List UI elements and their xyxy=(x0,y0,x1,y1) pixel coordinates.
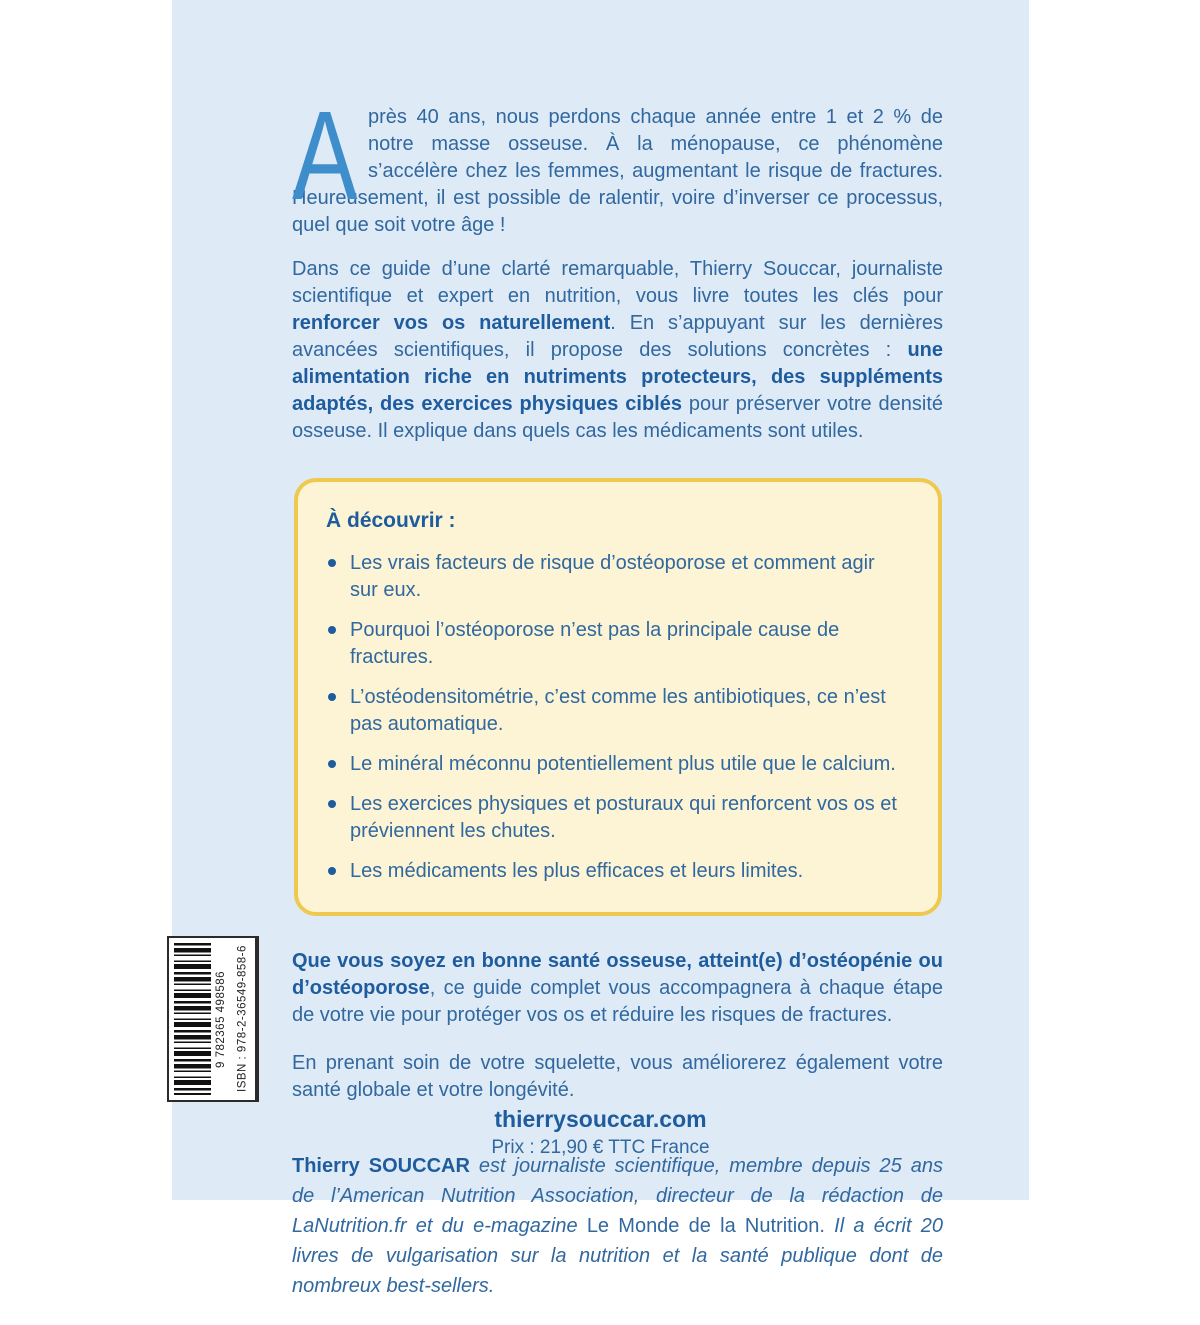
guide-bold-2: une alimentation riche en nutriments protecteurs, des suppléments adaptés, des exercices physiques ciblés xyxy=(292,339,943,415)
callout-title: À découvrir : xyxy=(326,509,456,532)
callout-item: L’ostéodensitométrie, c’est comme les antibiotiques, ce n’est pas automatique. xyxy=(326,684,906,738)
price-label: Prix : 21,90 € TTC France xyxy=(491,1137,710,1158)
audience-bold: Que vous soyez en bonne santé osseuse, atteint(e) d’ostéopénie ou d’ostéoporose xyxy=(292,950,943,999)
callout-item: Les vrais facteurs de risque d’ostéoporose et comment agir sur eux. xyxy=(326,550,906,604)
barcode-isbn-number: ISBN : 978-2-36549-858-6 xyxy=(230,938,257,1100)
footer xyxy=(172,1106,1029,1159)
barcode-panel xyxy=(167,936,259,1102)
barcode-ean-number: 9 782365 498586 xyxy=(215,970,227,1068)
author-name: Thierry SOUCCAR xyxy=(292,1155,470,1177)
callout-item: Le minéral méconnu potentiellement plus utile que le calcium. xyxy=(326,751,906,778)
callout-bullet-list xyxy=(326,550,906,885)
bio-italic-1: est journaliste scientifique, membre depuis 25 ans de l’American Nutrition Association, directeur de la rédaction de LaNutrition.fr et du e-magazine xyxy=(292,1155,943,1237)
audience-text: , ce guide complet vous accompagnera à chaque étape de votre vie pour protéger vos os et réduire les risques de fractures. xyxy=(292,977,943,1026)
bio-italic-2: Il a écrit 20 livres de vulgarisation sur la nutrition et la santé publique dont de nombreux best-sellers. xyxy=(292,1215,943,1297)
callout-item: Les exercices physiques et posturaux qui renforcent vos os et préviennent les chutes. xyxy=(326,791,906,845)
callout-item: Pourquoi l’ostéoporose n’est pas la principale cause de fractures. xyxy=(326,617,906,671)
guide-text-2: . En s’appuyant sur les dernières avancées scientifiques, il propose des solutions concrètes : xyxy=(292,312,943,361)
guide-paragraph xyxy=(292,256,943,445)
barcode-bars xyxy=(174,943,211,1095)
author-bio xyxy=(292,1151,943,1301)
skeleton-paragraph: En prenant soin de votre squelette, vous améliorerez également votre santé globale et votre longévité. xyxy=(292,1052,943,1101)
intro-text: près 40 ans, nous perdons chaque année entre 1 et 2 % de notre masse osseuse. À la ménopause, ce phénomène s’accélère chez les femmes, augmentant le risque de fractures. Heureusement, il est possible de ralentir, voire d’inverser ce processus, quel que soit votre âge ! xyxy=(292,106,943,236)
dropcap-letter: A xyxy=(292,85,358,226)
callout-item: Les médicaments les plus efficaces et leurs limites. xyxy=(326,858,906,885)
audience-paragraph xyxy=(292,948,943,1029)
guide-text-1: Dans ce guide d’une clarté remarquable, Thierry Souccar, journaliste scientifique et expert en nutrition, vous livre toutes les clés pour xyxy=(292,258,943,307)
guide-bold-1: renforcer vos os naturellement xyxy=(292,312,611,334)
intro-paragraph xyxy=(292,85,943,239)
guide-text-3: pour préserver votre densité osseuse. Il explique dans quels cas les médicaments sont utiles. xyxy=(292,393,943,442)
discover-callout-box xyxy=(294,478,942,916)
book-back-cover xyxy=(172,0,1029,1297)
bio-roman: Le Monde de la Nutrition. xyxy=(586,1215,835,1237)
publisher-website: thierrysouccar.com xyxy=(494,1106,707,1132)
